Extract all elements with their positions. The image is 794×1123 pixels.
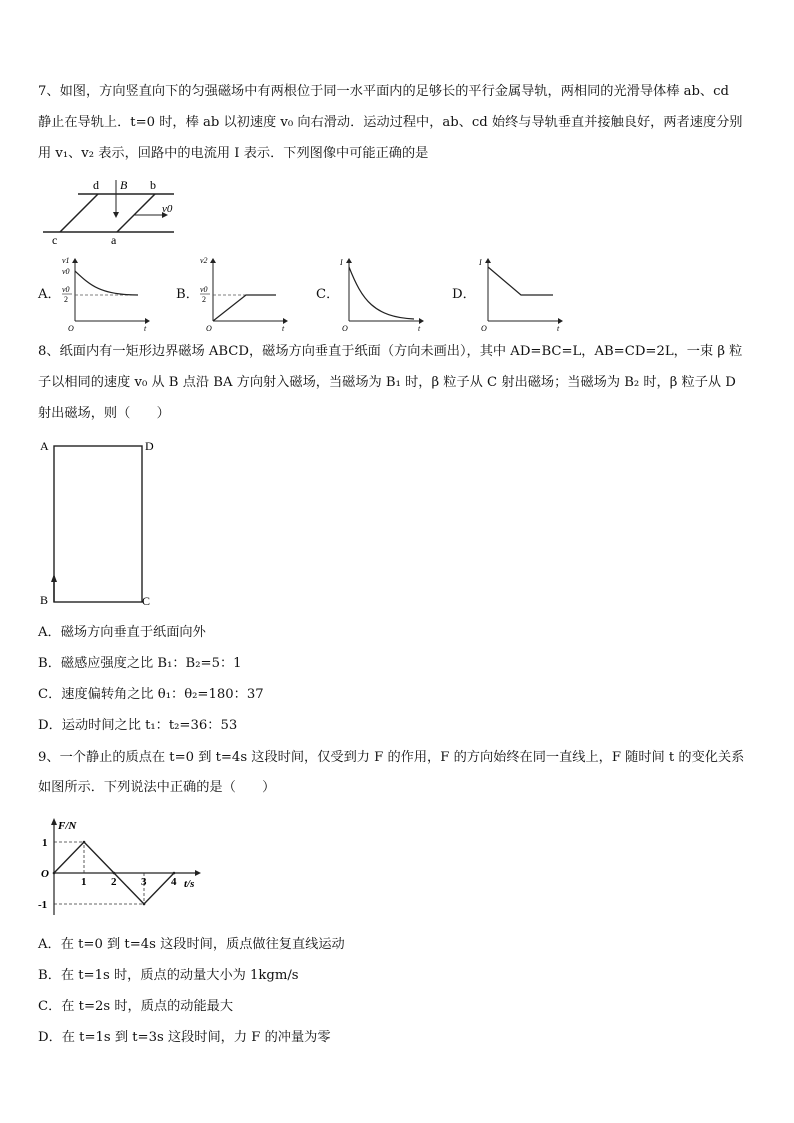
q7-line-2: 静止在导轨上．t=0 时，棒 ab 以初速度 v₀ 向右滑动．运动过程中，ab、cd 始终与导轨垂直并接触良好，两者速度分别 [38,115,743,130]
label-v0: v0 [162,203,173,215]
q8-option-d: D．运动时间之比 t₁：t₂=36：53 [38,718,238,733]
q7-option-b-graph [198,255,293,333]
data-point [143,903,146,906]
v2-curve [213,295,276,321]
y-label: I [479,258,482,267]
origin: O [342,324,348,333]
x-tick-label: 3 [141,876,147,888]
t-label: t [418,324,421,333]
entry-arrow [51,574,57,582]
label-a: a [111,233,117,247]
q7-option-c-graph [334,255,429,333]
y-label: v2 [200,256,208,265]
tick-v0-den: 2 [202,295,206,304]
y-axis-arrow [51,818,57,825]
rod-cd [60,194,98,232]
corner-C: C [142,594,151,608]
y-axis-label: F/N [58,820,77,832]
q7-option-d-letter: D． [452,287,476,302]
x-axis-arrow [195,870,201,876]
label-c: c [52,233,58,247]
x-tick-label: 4 [171,876,177,888]
y-tick-label: -1 [38,899,48,911]
q7-option-b-letter: B． [176,287,199,302]
q8-option-a: A．磁场方向垂直于纸面向外 [38,625,206,640]
q8-line-3: 射出磁场，则（ ） [38,406,170,421]
q8-option-b: B．磁感应强度之比 B₁：B₂=5：1 [38,656,242,671]
label-d: d [93,178,99,192]
origin: O [481,324,487,333]
t-label: t [144,324,147,333]
q7-option-d-graph [473,255,568,333]
q8-rectangle-diagram [36,436,160,610]
q7-line-1: 7、如图，方向竖直向下的匀强磁场中有两根位于同一水平面内的足够长的平行金属导轨，两相同的光滑导体棒 ab、cd [38,84,729,99]
y-label: I [340,258,343,267]
rod-ab [117,194,155,232]
data-point [83,841,86,844]
corner-A: A [40,439,49,453]
q9-option-b: B．在 t=1s 时，质点的动量大小为 1kgm/s [38,968,299,983]
v1-curve [75,271,138,295]
q9-option-d: D．在 t=1s 到 t=3s 这段时间，力 F 的冲量为零 [38,1030,331,1045]
q7-rails-diagram [38,172,188,250]
t-label: t [557,324,560,333]
tick-v0-num: v0 [200,285,208,294]
q7-option-a-letter: A． [38,287,61,302]
q7-line-3: 用 v₁、v₂ 表示，回路中的电流用 I 表示．下列图像中可能正确的是 [38,146,429,161]
t-label: t [282,324,285,333]
q9-line-2: 如图所示．下列说法中正确的是（ ） [38,780,276,795]
origin-label: O [41,868,49,880]
q7-option-a-graph [60,255,155,333]
label-B: B [120,178,128,192]
y-tick-label: 1 [42,837,48,849]
origin: O [206,324,212,333]
origin: O [68,324,74,333]
q8-line-1: 8、纸面内有一矩形边界磁场 ABCD，磁场方向垂直于纸面（方向未画出），其中 AD=BC=L，AB=CD=2L，一束 β 粒 [38,344,743,359]
q8-line-2: 子以相同的速度 v₀ 从 B 点沿 BA 方向射入磁场，当磁场为 B₁ 时，β 粒子从 C 射出磁场；当磁场为 B₂ 时，β 粒子从 D [38,375,736,390]
corner-B: B [40,593,49,607]
tick-v0-num: v0 [62,285,70,294]
x-tick-label: 2 [111,876,117,888]
data-point [53,872,56,875]
tick-v0-den: 2 [64,295,68,304]
current-line [488,267,553,295]
x-tick-label: 1 [81,876,87,888]
data-point [113,872,116,875]
q9-option-c: C．在 t=2s 时，质点的动能最大 [38,999,234,1014]
current-curve [349,267,414,319]
q8-option-c: C．速度偏转角之比 θ₁：θ₂=180：37 [38,687,264,702]
label-b: b [150,178,156,192]
q7-option-c-letter: C． [316,287,340,302]
y-label: v1 [62,256,70,265]
field-boundary [54,446,142,602]
q9-force-graph [36,815,206,920]
corner-D: D [145,439,154,453]
field-arrow-head [113,212,119,218]
q9-line-1: 9、一个静止的质点在 t=0 到 t=4s 这段时间，仅受到力 F 的作用，F 的方向始终在同一直线上，F 随时间 t 的变化关系 [38,750,745,765]
q9-option-a: A．在 t=0 到 t=4s 这段时间，质点做往复直线运动 [38,937,345,952]
data-point [173,872,176,875]
tick-v0: v0 [62,267,70,276]
x-axis-label: t/s [184,878,195,890]
